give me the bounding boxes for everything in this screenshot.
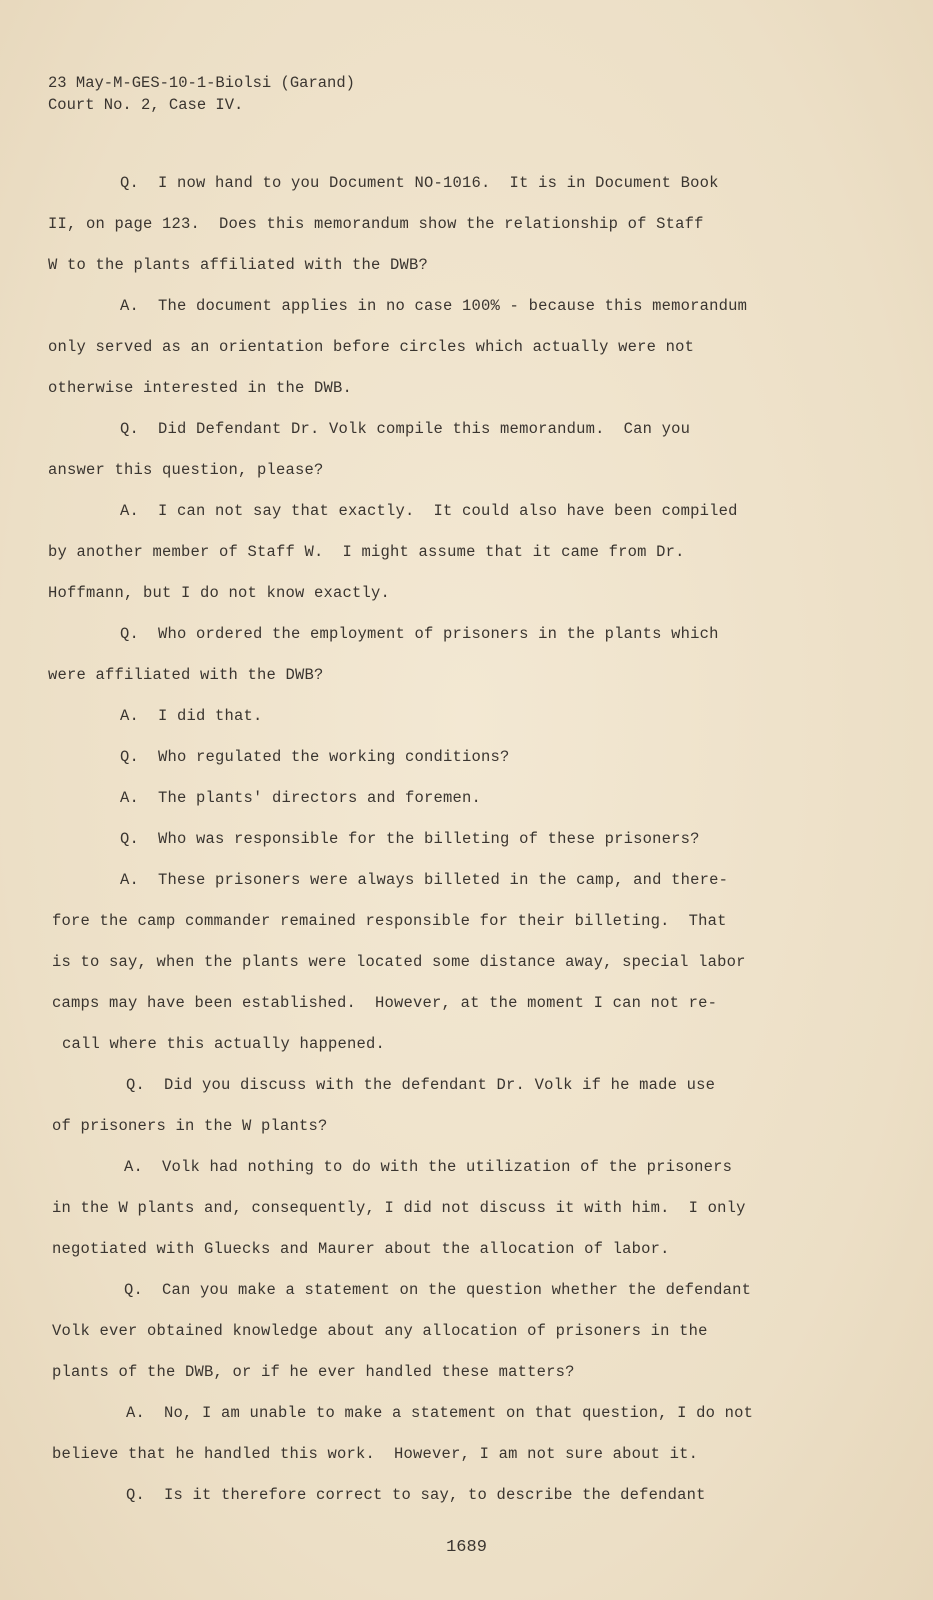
text-line: were affiliated with the DWB? <box>48 666 324 684</box>
text-line: camps may have been established. However, at the moment I can not re- <box>52 994 718 1012</box>
text-line: Q. Did Defendant Dr. Volk compile this memorandum. Can you <box>120 420 691 438</box>
document-header <box>48 72 355 116</box>
text-line: plants of the DWB, or if he ever handled these matters? <box>52 1363 575 1381</box>
text-line: answer this question, please? <box>48 461 324 479</box>
text-line: Q. Can you make a statement on the question whether the defendant <box>124 1281 752 1299</box>
text-line: Q. Is it therefore correct to say, to describe the defendant <box>126 1486 706 1504</box>
text-line: A. The plants' directors and foremen. <box>120 789 482 807</box>
text-line: Hoffmann, but I do not know exactly. <box>48 584 391 602</box>
text-line: call where this actually happened. <box>62 1035 386 1053</box>
text-line: Q. Did you discuss with the defendant Dr. Volk if he made use <box>126 1076 716 1094</box>
text-line: in the W plants and, consequently, I did not discuss it with him. I only <box>52 1199 746 1217</box>
text-line: Volk ever obtained knowledge about any allocation of prisoners in the <box>52 1322 708 1340</box>
text-line: of prisoners in the W plants? <box>52 1117 328 1135</box>
text-line: is to say, when the plants were located some distance away, special labor <box>52 953 746 971</box>
text-line: by another member of Staff W. I might assume that it came from Dr. <box>48 543 685 561</box>
text-line: A. Volk had nothing to do with the utilization of the prisoners <box>124 1158 733 1176</box>
text-line: A. I did that. <box>120 707 263 725</box>
text-line: A. I can not say that exactly. It could also have been compiled <box>120 502 738 520</box>
page-number: 1689 <box>446 1538 487 1557</box>
header-line-2: Court No. 2, Case IV. <box>48 96 244 114</box>
text-line: A. No, I am unable to make a statement on that question, I do not <box>126 1404 754 1422</box>
text-line: Q. Who regulated the working conditions? <box>120 748 510 766</box>
text-line: only served as an orientation before circles which actually were not <box>48 338 695 356</box>
text-line: Q. Who ordered the employment of prisoners in the plants which <box>120 625 719 643</box>
text-line: believe that he handled this work. However, I am not sure about it. <box>52 1445 699 1463</box>
text-line: negotiated with Gluecks and Maurer about the allocation of labor. <box>52 1240 670 1258</box>
text-line: otherwise interested in the DWB. <box>48 379 353 397</box>
header-line-1: 23 May-M-GES-10-1-Biolsi (Garand) <box>48 74 355 92</box>
text-line: Q. Who was responsible for the billeting of these prisoners? <box>120 830 700 848</box>
text-line: Q. I now hand to you Document NO-1016. It is in Document Book <box>120 174 719 192</box>
text-line: II, on page 123. Does this memorandum show the relationship of Staff <box>48 215 704 233</box>
text-line: A. The document applies in no case 100% - because this memorandum <box>120 297 748 315</box>
text-line: A. These prisoners were always billeted in the camp, and there- <box>120 871 729 889</box>
text-line: fore the camp commander remained responsible for their billeting. That <box>52 912 727 930</box>
text-line: W to the plants affiliated with the DWB? <box>48 256 429 274</box>
